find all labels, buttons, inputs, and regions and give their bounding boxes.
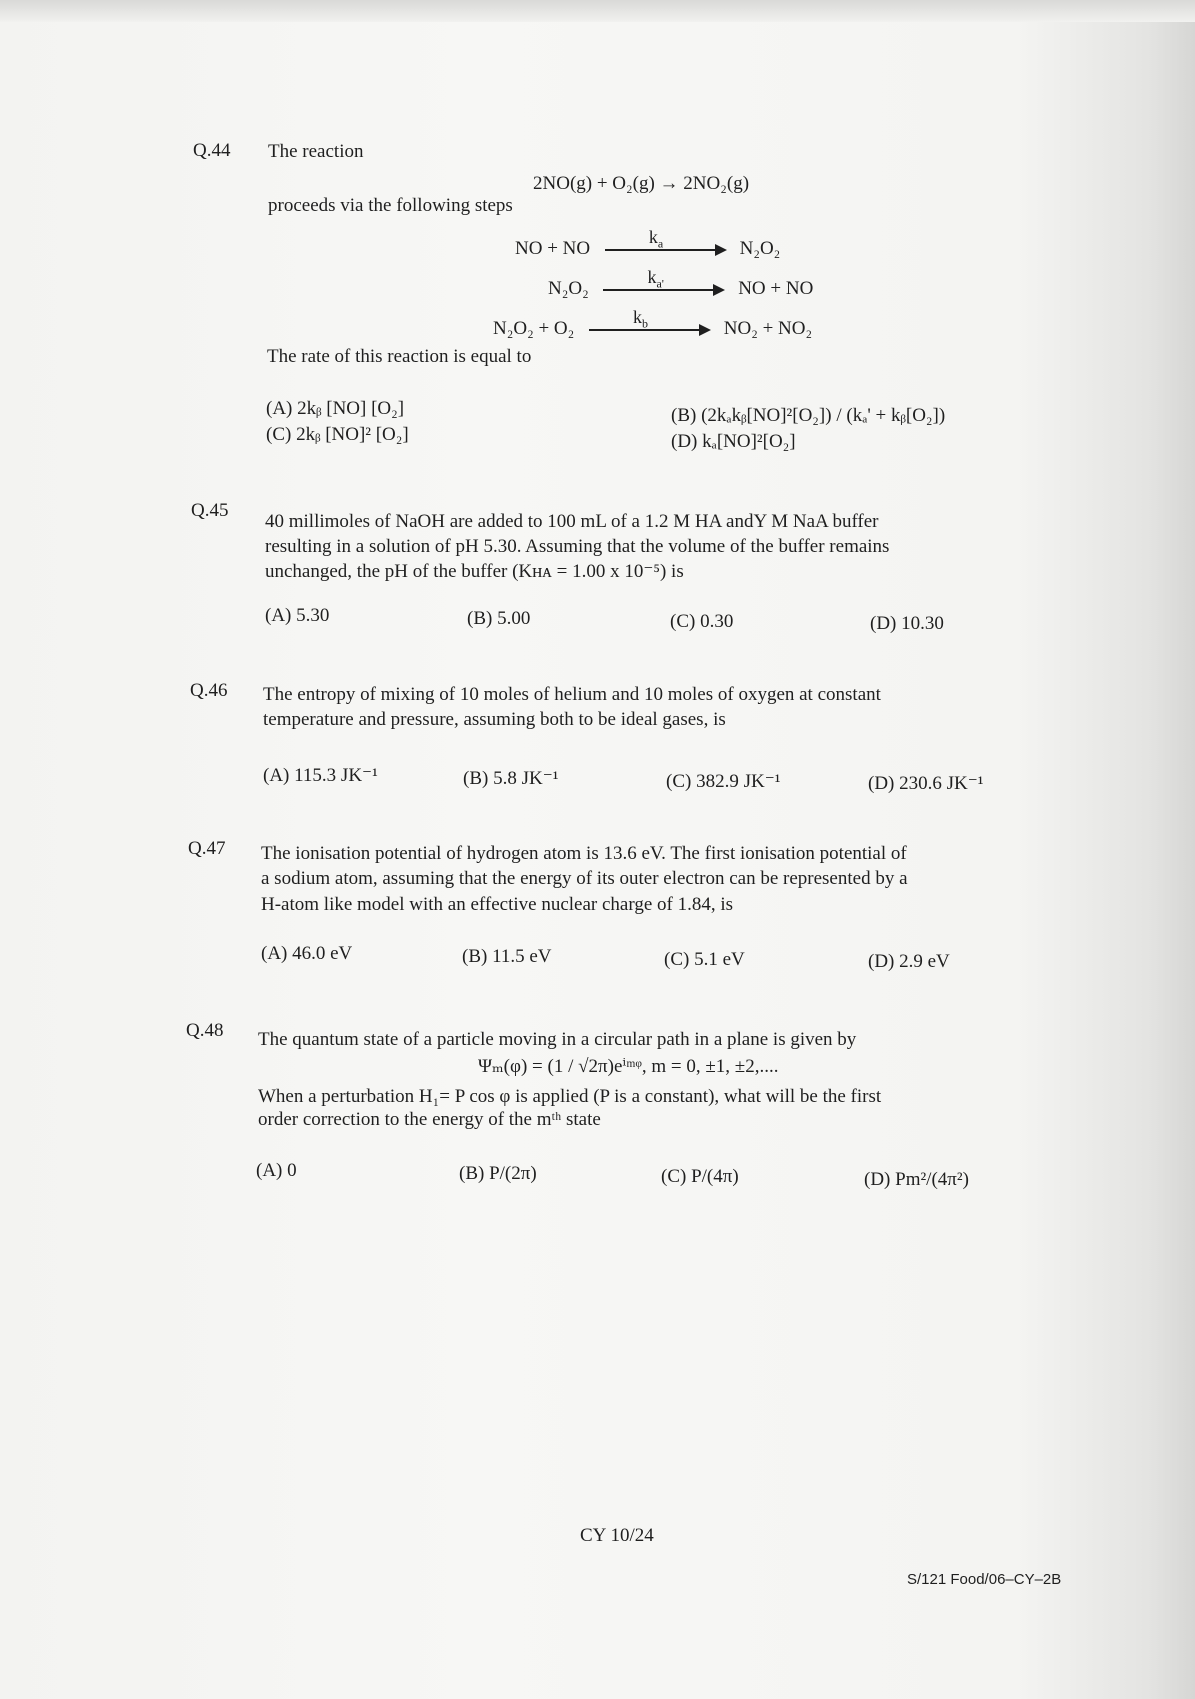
step2-right: NO + NO [738,278,814,299]
rate-constant: k [633,306,643,327]
q47-line-3: H-atom like model with an effective nuclear charge of 1.84, is [261,894,734,915]
rate-constant-sub: a' [656,276,664,291]
q48-line-3: order correction to the energy of the mᵗʰ state [258,1109,601,1130]
question-number-48: Q.48 [186,1020,224,1041]
q46-option-b[interactable]: (B) 5.8 JK⁻¹ [463,768,559,789]
step1-right: N₂O₂ [739,238,781,259]
q44-intro: The reaction [268,141,364,162]
q45-option-c[interactable]: (C) 0.30 [670,611,734,632]
q44-proceeds: proceeds via the following steps [268,195,513,216]
arrow-icon [589,306,709,331]
q44-option-c[interactable]: (C) 2kᵦ [NO]² [O₂] [266,424,409,445]
arrow-icon [605,226,725,251]
step3-right: NO₂ + NO₂ [723,318,813,339]
q44-rate-text: The rate of this reaction is equal to [267,346,532,367]
q45-option-a[interactable]: (A) 5.30 [265,605,330,626]
question-number-47: Q.47 [188,838,226,859]
q45-line-3: unchanged, the pH of the buffer (Kʜᴀ = 1.00 x 10⁻⁵) is [265,561,684,582]
q44-reaction: 2NO(g) + O₂(g) → 2NO₂(g) [533,173,750,194]
question-number-44: Q.44 [193,140,231,161]
rate-constant: k [648,226,658,247]
q47-option-d[interactable]: (D) 2.9 eV [868,951,950,972]
q48-line-1: The quantum state of a particle moving in a circular path in a plane is given by [258,1029,857,1050]
q44-option-b[interactable]: (B) (2kₐkᵦ[NO]²[O₂]) / (kₐ' + kᵦ[O₂]) [671,405,946,426]
step3-left: N₂O₂ + O₂ [493,318,575,339]
q44-option-d[interactable]: (D) kₐ[NO]²[O₂] [671,431,796,452]
q44-step-3 [493,306,813,341]
q46-option-d[interactable]: (D) 230.6 JK⁻¹ [868,773,984,794]
q46-option-a[interactable]: (A) 115.3 JK⁻¹ [263,765,378,786]
q48-equation: Ψₘ(φ) = (1 / √2π)eⁱᵐᵠ, m = 0, ±1, ±2,.... [478,1056,779,1077]
question-number-46: Q.46 [190,680,228,701]
q48-option-b[interactable]: (B) P/(2π) [459,1163,537,1184]
q44-option-a[interactable]: (A) 2kᵦ [NO] [O₂] [266,398,405,419]
scan-top-edge [0,0,1195,22]
rate-constant-sub: a [657,236,664,251]
q46-line-1: The entropy of mixing of 10 moles of helium and 10 moles of oxygen at constant [263,684,881,705]
q48-option-a[interactable]: (A) 0 [256,1160,297,1181]
q44-step-2 [548,266,814,301]
q47-option-a[interactable]: (A) 46.0 eV [261,943,353,964]
step1-left: NO + NO [515,238,591,259]
q45-option-b[interactable]: (B) 5.00 [467,608,531,629]
q45-line-1: 40 millimoles of NaOH are added to 100 mL of a 1.2 M HA andY M NaA buffer [265,511,879,532]
rate-constant: k [647,266,657,287]
q46-option-c[interactable]: (C) 382.9 JK⁻¹ [666,771,781,792]
page-number: CY 10/24 [580,1525,654,1546]
q48-line-2: When a perturbation H₁= P cos φ is applied (P is a constant), what will be the first [258,1086,882,1107]
step2-left: N₂O₂ [548,278,589,299]
q48-option-d[interactable]: (D) Pm²/(4π²) [864,1169,969,1190]
q48-option-c[interactable]: (C) P/(4π) [661,1166,739,1187]
q47-line-2: a sodium atom, assuming that the energy of its outer electron can be represented by a [261,868,908,889]
document-code: S/121 Food/06–CY–2B [907,1571,1062,1588]
q47-option-b[interactable]: (B) 11.5 eV [462,946,552,967]
q45-option-d[interactable]: (D) 10.30 [870,613,944,634]
rate-constant-sub: b [642,316,649,331]
arrow-icon [603,266,723,291]
q47-line-1: The ionisation potential of hydrogen atom is 13.6 eV. The first ionisation potential of [261,843,907,864]
q46-line-2: temperature and pressure, assuming both to be ideal gases, is [263,709,726,730]
q44-step-1 [515,226,781,261]
q47-option-c[interactable]: (C) 5.1 eV [664,949,745,970]
q45-line-2: resulting in a solution of pH 5.30. Assuming that the volume of the buffer remains [265,536,890,557]
question-number-45: Q.45 [191,500,229,521]
